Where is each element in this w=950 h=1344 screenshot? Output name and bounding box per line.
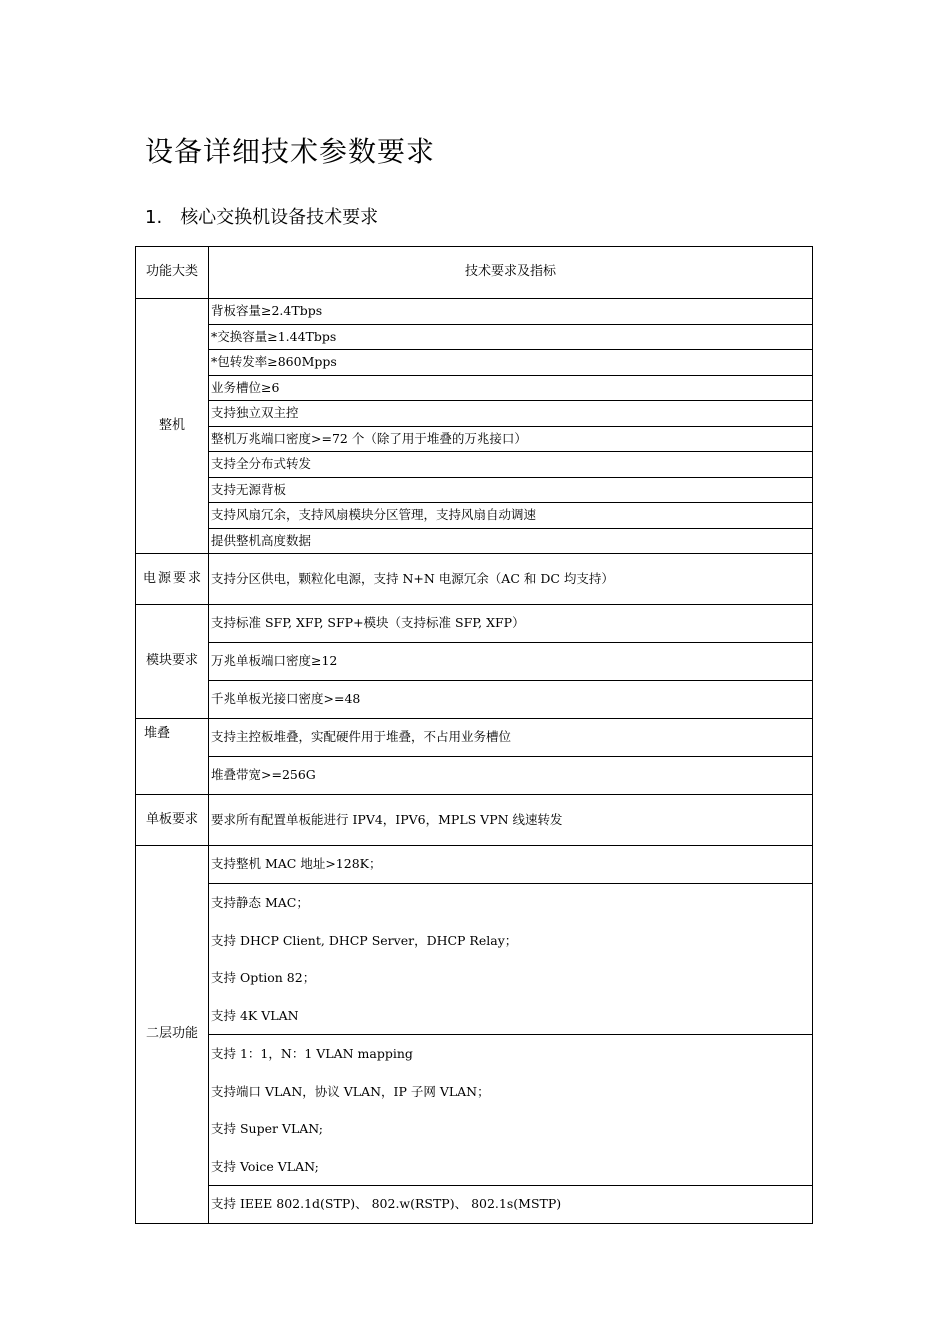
table-row (136, 846, 813, 884)
table-row (136, 503, 813, 529)
requirement-cell: 支持风扇冗余，支持风扇模块分区管理，支持风扇自动调速 (209, 503, 813, 529)
requirement-line: 支持 DHCP Client, DHCP Server，DHCP Relay； (211, 932, 518, 948)
requirement-cell: 支持全分布式转发 (209, 452, 813, 478)
table-row (136, 401, 813, 427)
section-number: 1. (145, 207, 163, 228)
requirement-cell: 堆叠带宽>=256G (209, 757, 813, 795)
table-row (136, 1186, 813, 1224)
requirement-line: 支持端口 VLAN，协议 VLAN，IP 子网 VLAN； (211, 1083, 490, 1099)
category-whole-machine: 整机 (136, 299, 209, 554)
requirement-cell: 万兆单板端口密度≥12 (209, 643, 813, 681)
requirement-cell: 支持 IEEE 802.1d(STP)、 802.w(RSTP)、 802.1s(MSTP) (209, 1186, 813, 1224)
table-header-row (136, 247, 813, 299)
header-requirement-cell: 技术要求及指标 (209, 247, 813, 299)
table-row (136, 719, 813, 757)
requirement-cell: 业务槽位≥6 (209, 376, 813, 401)
table-row (136, 884, 813, 1035)
requirements-table (135, 246, 813, 1224)
requirement-line: 支持 Voice VLAN; (211, 1158, 319, 1174)
table-row (136, 299, 813, 325)
table-row (136, 350, 813, 376)
category-layer2: 二层功能 (136, 846, 209, 1224)
category-board: 单板要求 (136, 795, 209, 846)
category-stacking: 堆叠 (136, 719, 209, 795)
table-row (136, 681, 813, 719)
requirement-cell: *交换容量≥1.44Tbps (209, 325, 813, 350)
table-row (136, 452, 813, 478)
header-category-cell: 功能大类 (136, 247, 209, 299)
requirement-cell: 支持标准 SFP, XFP, SFP+模块（支持标准 SFP, XFP） (209, 605, 813, 643)
table-row (136, 554, 813, 605)
requirement-line: 支持 4K VLAN (211, 1007, 299, 1023)
requirement-cell: 整机万兆端口密度>=72 个（除了用于堆叠的万兆接口） (209, 427, 813, 452)
table-row (136, 795, 813, 846)
requirement-cell: 支持整机 MAC 地址>128K； (209, 846, 813, 884)
table-row (136, 325, 813, 350)
requirement-line: 支持静态 MAC； (211, 895, 309, 910)
document-title: 设备详细技术参数要求 (145, 135, 436, 168)
table-row (136, 376, 813, 401)
requirement-cell: 支持主控板堆叠，实配硬件用于堆叠，不占用业务槽位 (209, 719, 813, 757)
requirement-group-cell (209, 1035, 813, 1186)
requirement-cell: 支持无源背板 (209, 478, 813, 503)
category-power: 电源要求 (136, 554, 209, 605)
requirement-cell: 背板容量≥2.4Tbps (209, 299, 813, 325)
requirement-line: 支持 Super VLAN; (211, 1121, 323, 1136)
table-row (136, 605, 813, 643)
table-row (136, 1035, 813, 1186)
section-heading (145, 203, 378, 229)
table-row (136, 478, 813, 503)
section-title-text: 核心交换机设备技术要求 (180, 207, 379, 228)
requirement-cell: 支持分区供电，颗粒化电源，支持 N+N 电源冗余（AC 和 DC 均支持） (209, 554, 813, 605)
requirement-cell: *包转发率≥860Mpps (209, 350, 813, 376)
requirement-cell: 提供整机高度数据 (209, 529, 813, 554)
table-row (136, 757, 813, 795)
table-row (136, 643, 813, 681)
requirement-line: 支持 1：1，N：1 VLAN mapping (211, 1046, 413, 1061)
category-module: 模块要求 (136, 605, 209, 719)
requirement-line: 支持 Option 82； (211, 970, 316, 985)
requirement-cell: 要求所有配置单板能进行 IPV4，IPV6，MPLS VPN 线速转发 (209, 795, 813, 846)
table-row (136, 427, 813, 452)
requirement-group-cell (209, 884, 813, 1035)
requirement-cell: 支持独立双主控 (209, 401, 813, 427)
requirement-cell: 千兆单板光接口密度>=48 (209, 681, 813, 719)
table-row (136, 529, 813, 554)
